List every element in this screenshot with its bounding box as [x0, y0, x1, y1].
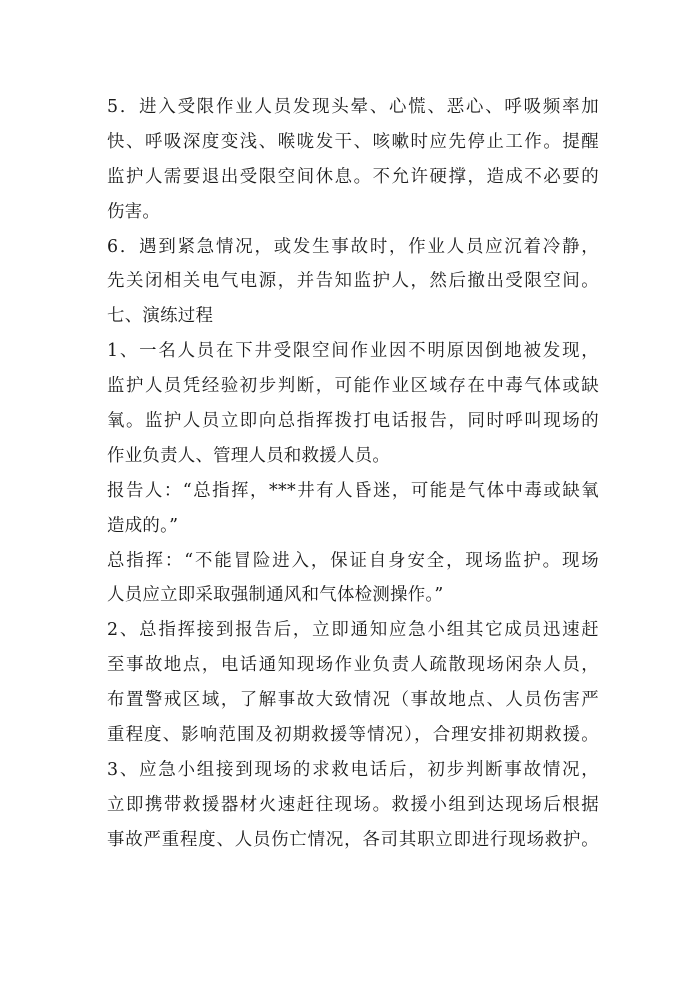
text-line: 布置警戒区域，了解事故大致情况（事故地点、人员伤害严 — [107, 690, 599, 711]
text-line: 3、应急小组接到现场的求救电话后，初步判断事故情况， — [107, 759, 599, 780]
text-line: 1、一名人员在下井受限空间作业因不明原因倒地被发现， — [107, 341, 599, 362]
text-line: 报告人：“总指挥，***井有人昏迷，可能是气体中毒或缺氧 — [107, 480, 599, 501]
text-line: 监护人员凭经验初步判断，可能作业区域存在中毒气体或缺 — [107, 376, 599, 397]
text-line: 立即携带救援器材火速赶往现场。救援小组到达现场后根据 — [107, 794, 599, 815]
text-line: 先关闭相关电气电源，并告知监护人，然后撤出受限空间。 — [107, 271, 599, 292]
text-line: 作业负责人、管理人员和救援人员。 — [107, 445, 391, 466]
text-line: 事故严重程度、人员伤亡情况，各司其职立即进行现场救护。 — [107, 829, 599, 850]
text-line: 至事故地点，电话通知现场作业负责人疏散现场闲杂人员， — [107, 655, 599, 676]
text-line: 总指挥：“不能冒险进入，保证自身安全，现场监护。现场 — [107, 550, 599, 571]
text-line: 人员应立即采取强制通风和气体检测操作。” — [107, 585, 444, 606]
text-line: 伤害。 — [107, 201, 161, 222]
document-body — [107, 90, 599, 858]
text-line: 造成的。” — [107, 515, 179, 536]
text-line: 重程度、影响范围及初期救援等情况），合理安排初期救援。 — [107, 725, 599, 746]
text-line: 6．遇到紧急情况，或发生事故时，作业人员应沉着冷静， — [107, 236, 599, 257]
text-line: 5．进入受限作业人员发现头晕、心慌、恶心、呼吸频率加 — [107, 97, 599, 117]
text-line: 2、总指挥接到报告后，立即通知应急小组其它成员迅速赶 — [107, 620, 599, 641]
text-line: 监护人需要退出受限空间休息。不允许硬撑，造成不必要的 — [107, 166, 599, 187]
text-line: 七、演练过程 — [107, 306, 214, 327]
text-line: 氧。监护人员立即向总指挥拨打电话报告，同时呼叫现场的 — [107, 411, 599, 432]
text-line: 快、呼吸深度变浅、喉咙发干、咳嗽时应先停止工作。提醒 — [107, 131, 599, 152]
